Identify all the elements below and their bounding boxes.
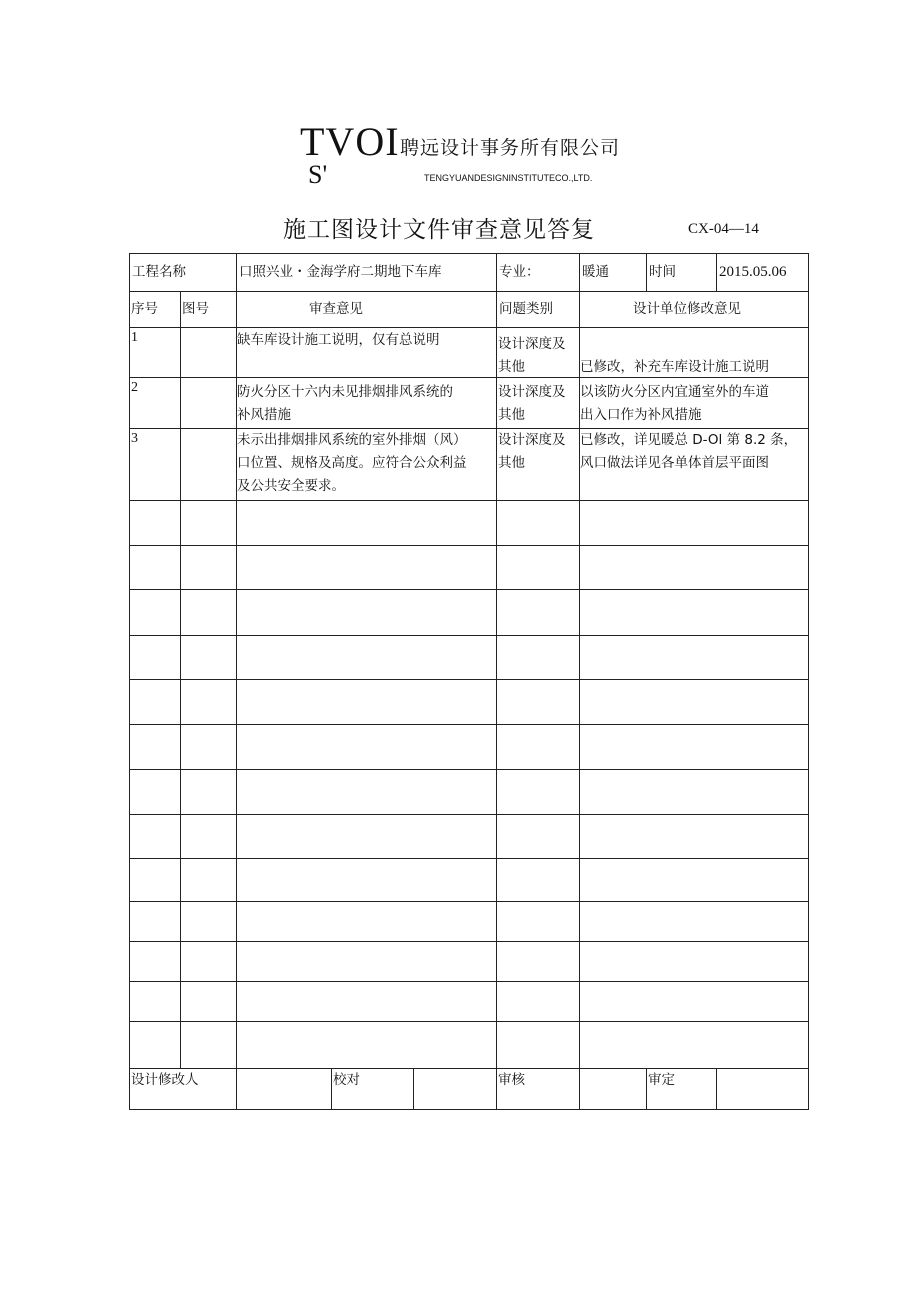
row-1-seq: 1 bbox=[131, 330, 138, 345]
row-3-category: 设计深度及 其他 bbox=[498, 432, 566, 471]
project-label: 工程名称 bbox=[132, 264, 186, 280]
row-1-opinion: 缺车库设计施工说明，仅有总说明 bbox=[237, 332, 440, 348]
discipline-label: 专业： bbox=[499, 264, 540, 280]
column-header-seq: 序号 bbox=[131, 301, 158, 317]
row-1-response: 已修改，补充车库设计施工说明 bbox=[580, 359, 769, 375]
project-value: 口照兴业・金海学府二期地下车库 bbox=[239, 264, 442, 280]
check-label: 校对 bbox=[333, 1072, 360, 1088]
date-value: 2015.05.06 bbox=[719, 264, 787, 280]
row-3-opinion: 未示出排烟排风系统的室外排烟（风） 口位置、规格及高度。应符合公众利益 及公共安全要求。 bbox=[237, 432, 467, 494]
row-2-opinion: 防火分区十六内未见排烟排风系统的 补风措施 bbox=[237, 384, 453, 423]
row-3-response: 已修改，详见暖总 D-Ol 第 8.2 条， 风口做法详见各单体首层平面图 bbox=[580, 432, 798, 471]
review-table bbox=[129, 253, 809, 1110]
company-name-en: TENGYUANDESIGNINSTITUTECO.,LTD. bbox=[424, 173, 593, 183]
column-header-response: 设计单位修改意见 bbox=[633, 301, 741, 317]
document-code: CX-04—14 bbox=[688, 221, 759, 237]
discipline-value: 暖通 bbox=[582, 264, 609, 280]
column-header-drawing: 图号 bbox=[182, 301, 209, 317]
designer-label: 设计修改人 bbox=[131, 1072, 199, 1088]
company-name-cn: 聘远设计事务所有限公司 bbox=[400, 137, 621, 159]
row-2-seq: 2 bbox=[131, 380, 138, 395]
row-3-seq: 3 bbox=[131, 431, 138, 446]
review-label: 审核 bbox=[498, 1072, 525, 1088]
row-2-category: 设计深度及 其他 bbox=[498, 384, 566, 423]
row-2-response: 以该防火分区内宜通室外的车道 出入口作为补风措施 bbox=[580, 384, 769, 423]
logo-subtext: S' bbox=[308, 160, 328, 189]
logo-text: TVOI bbox=[300, 119, 400, 164]
column-header-opinion: 审查意见 bbox=[309, 301, 363, 317]
column-header-category: 问题类别 bbox=[499, 301, 553, 317]
document-title: 施工图设计文件审查意见答复 bbox=[283, 217, 595, 243]
row-1-category: 设计深度及 其他 bbox=[498, 336, 566, 375]
approve-label: 审定 bbox=[648, 1072, 675, 1088]
date-label: 时间 bbox=[649, 264, 676, 280]
